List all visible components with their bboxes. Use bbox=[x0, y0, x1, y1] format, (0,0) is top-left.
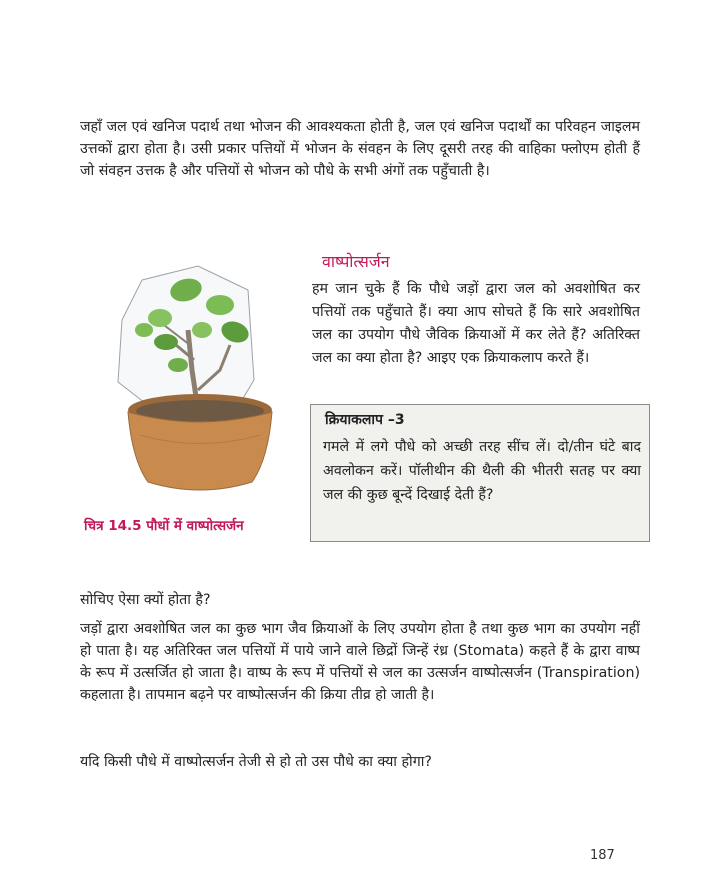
section-heading: वाष्पोत्सर्जन bbox=[322, 252, 390, 271]
question-2: यदि किसी पौधे में वाष्पोत्सर्जन तेजी से हो तो उस पौधे का क्या होगा? bbox=[80, 754, 432, 770]
figure-caption: चित्र 14.5 पौधों में वाष्पोत्सर्जन bbox=[84, 518, 244, 534]
page-number: 187 bbox=[590, 848, 615, 863]
explanation-paragraph: जड़ों द्वारा अवशोषित जल का कुछ भाग जैव क्रियाओं के लिए उपयोग होता है तथा कुछ भाग का उपयोग नहीं हो पाता है। यह अतिरिक्त जल पत्तियों में पाये जाने वाले छिद्रों जिन्हें रंध्र (Stomata) कहते हैं के द्वारा वाष्प के रूप में उत्सर्जित हो जाता है। वाष्प के रूप में पत्तियों से जल का उत्सर्जन वाष्पोत्सर्जन (Transpiration) कहलाता है। तापमान बढ़ने पर वाष्पोत्सर्जन की क्रिया तीव्र हो जाती है। bbox=[80, 621, 640, 703]
activity-title: क्रियाकलाप –3 bbox=[325, 412, 405, 428]
plant-figure bbox=[80, 260, 310, 540]
activity-box bbox=[310, 404, 650, 542]
question-1: सोचिए ऐसा क्यों होता है? bbox=[80, 592, 211, 608]
activity-body: गमले में लगे पौधे को अच्छी तरह सींच लें। दो/तीन घंटे बाद अवलोकन करें। पॉलीथीन की थैली की भीतरी सतह पर क्या जल की कुछ बून्दें दिखाई देती हैं? bbox=[323, 439, 641, 503]
transpiration-paragraph: हम जान चुके हैं कि पौधे जड़ों द्वारा जल को अवशोषित कर पत्तियों तक पहुँचाते हैं। क्या आप सोचते हैं कि सारे अवशोषित जल का उपयोग पौधे जैविक क्रियाओं में कर लेते हैं? अतिरिक्त जल का क्या होता है? आइए एक क्रियाकलाप करते हैं। bbox=[312, 281, 640, 366]
intro-paragraph: जहाँ जल एवं खनिज पदार्थ तथा भोजन की आवश्यकता होती है, जल एवं खनिज पदार्थों का परिवहन जाइलम उत्तकों द्वारा होता है। उसी प्रकार पत्तियों में भोजन के संवहन के लिए दूसरी तरह की वाहिका फ्लोएम होती हैं जो संवहन उत्तक है और पत्तियों से भोजन को पौधे के सभी अंगों तक पहुँचाती है। bbox=[80, 119, 640, 179]
potted-plant-illustration bbox=[80, 260, 310, 540]
